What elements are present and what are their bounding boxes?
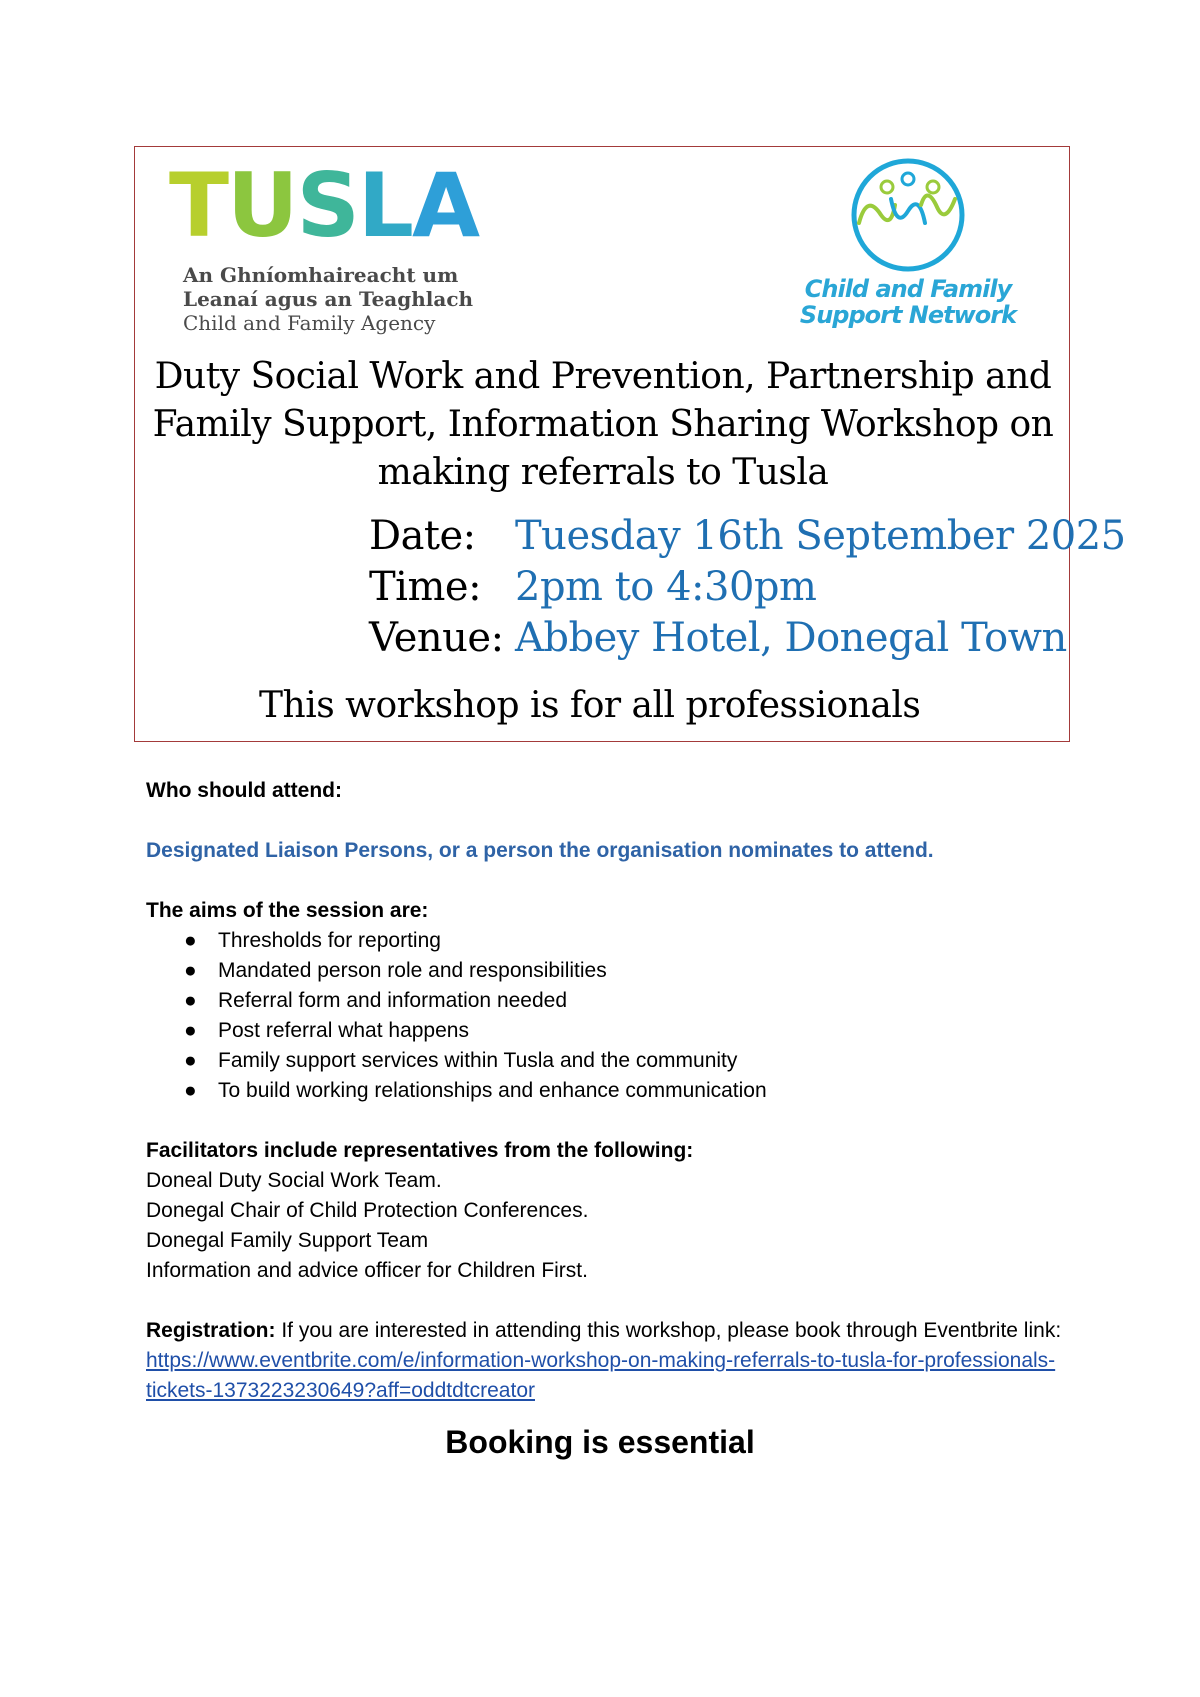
facilitator-item: Donegal Family Support Team <box>146 1229 429 1252</box>
audience-statement: This workshop is for all professionals <box>259 685 921 726</box>
date-label: Date: <box>369 513 476 559</box>
workshop-details <box>146 776 1076 1406</box>
bullet-icon: ● <box>184 1079 197 1102</box>
bullet-icon: ● <box>184 929 197 952</box>
cfsn-logo-line-1: Child and Family <box>804 275 1012 303</box>
booking-essential-notice: Booking is essential <box>445 1424 755 1460</box>
family-figures-icon <box>795 153 1021 275</box>
workshop-title-line-3: making referrals to Tusla <box>377 452 829 493</box>
bullet-icon: ● <box>184 1049 197 1072</box>
venue-label: Venue: <box>369 615 504 661</box>
registration-text: If you are interested in attending this workshop, please book through Eventbrite link: <box>275 1319 1062 1342</box>
list-item: ● To build working relationships and enhance communication <box>146 1076 1076 1106</box>
registration-paragraph <box>146 1316 1076 1406</box>
cfsn-logo-line-2: Support Network <box>799 301 1017 329</box>
list-item: ● Thresholds for reporting <box>146 926 1076 956</box>
facilitators-heading: Facilitators include representatives from the following: <box>146 1139 694 1162</box>
list-item: ● Referral form and information needed <box>146 986 1076 1016</box>
venue-row <box>369 615 1126 666</box>
list-item: ● Mandated person role and responsibilities <box>146 956 1076 986</box>
time-row <box>369 564 1126 615</box>
date-value: Tuesday 16th September 2025 <box>515 513 1126 559</box>
tusla-logo <box>169 154 479 335</box>
workshop-title-line-2: Family Support, Information Sharing Workshop on <box>152 404 1054 445</box>
time-label: Time: <box>369 564 482 610</box>
facilitator-item: Donegal Chair of Child Protection Conferences. <box>146 1199 589 1222</box>
child-family-support-network-logo <box>795 153 1021 333</box>
workshop-title <box>135 353 1071 497</box>
tusla-tagline-irish-2: Leanaí agus an Teaghlach <box>183 287 474 311</box>
tusla-tagline-english: Child and Family Agency <box>183 311 436 335</box>
eventbrite-link[interactable]: https://www.eventbrite.com/e/information-workshop-on-making-referrals-to-tusla-for-professionals-tickets-1373223230649?aff=oddtdtcreator <box>146 1349 1056 1402</box>
attend-heading: Who should attend: <box>146 779 342 802</box>
bullet-icon: ● <box>184 989 197 1012</box>
tusla-wordmark: T U S L A <box>169 154 479 257</box>
facilitator-item: Doneal Duty Social Work Team. <box>146 1169 442 1192</box>
bullet-icon: ● <box>184 1019 197 1042</box>
facilitator-item: Information and advice officer for Children First. <box>146 1259 588 1282</box>
tusla-tagline-irish-1: An Ghníomhaireacht um <box>183 263 459 287</box>
bullet-icon: ● <box>184 959 197 982</box>
event-header-box <box>134 146 1126 742</box>
aims-heading: The aims of the session are: <box>146 899 429 922</box>
date-row <box>369 513 1126 564</box>
workshop-title-line-1: Duty Social Work and Prevention, Partnership and <box>154 356 1052 397</box>
venue-value: Abbey Hotel, Donegal Town <box>515 615 1067 661</box>
aims-list <box>146 926 1076 1106</box>
event-details <box>369 513 1126 666</box>
list-item: ● Post referral what happens <box>146 1016 1076 1046</box>
attend-description: Designated Liaison Persons, or a person the organisation nominates to attend. <box>146 839 934 862</box>
registration-label: Registration: <box>146 1319 276 1342</box>
time-value: 2pm to 4:30pm <box>515 564 817 610</box>
list-item: ● Family support services within Tusla and the community <box>146 1046 1076 1076</box>
